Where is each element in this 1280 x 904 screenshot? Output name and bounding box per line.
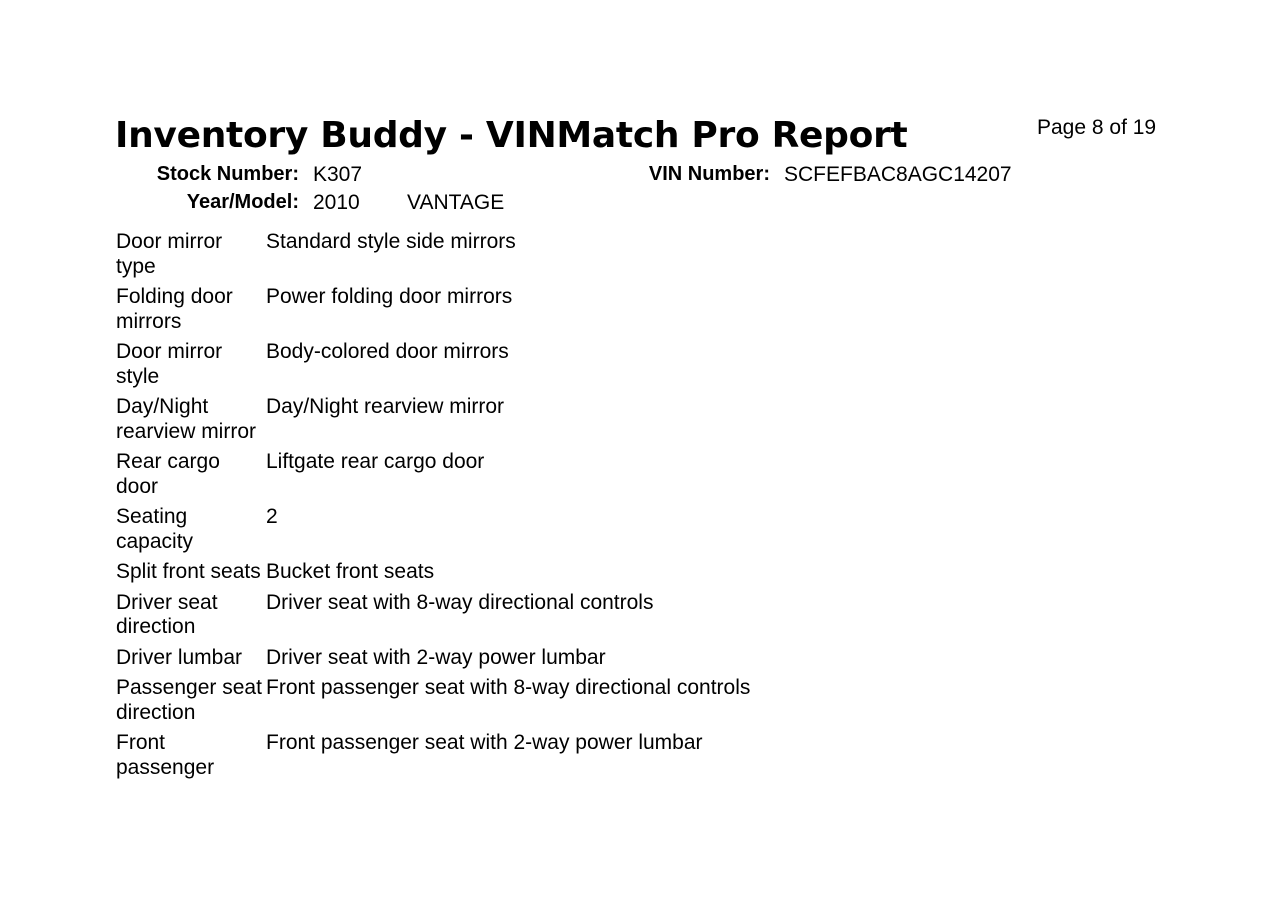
report-title: Inventory Buddy - VINMatch Pro Report [115, 115, 908, 156]
spec-description: Driver seat with 8-way directional controls [266, 590, 654, 614]
table-row [116, 591, 750, 646]
table-row [116, 731, 750, 786]
year-value: 2010 [313, 191, 360, 214]
table-row [116, 676, 750, 731]
spec-description: Driver seat with 2-way power lumbar [266, 645, 606, 669]
spec-description: Standard style side mirrors [266, 230, 516, 253]
table-row [116, 230, 750, 285]
spec-feature: Folding door mirrors [116, 285, 233, 333]
spec-feature: Day/Night rearview mirror [116, 395, 257, 443]
spec-description: Bucket front seats [266, 560, 435, 583]
model-value: VANTAGE [407, 191, 505, 214]
vin-number-label: VIN Number: [648, 163, 770, 185]
table-row [116, 560, 750, 591]
stock-number-value: K307 [313, 163, 363, 186]
table-row [116, 505, 750, 560]
spec-feature: Driver lumbar [116, 645, 243, 669]
spec-feature: Rear cargo door [116, 450, 220, 498]
vin-number-value: SCFEFBAC8AGC14207 [784, 163, 1012, 186]
table-row [116, 340, 750, 395]
spec-feature: Front passenger [116, 731, 215, 779]
specs-table [116, 230, 750, 786]
spec-description: Liftgate rear cargo door [266, 450, 485, 473]
spec-feature: Split front seats [116, 560, 261, 583]
spec-feature: Door mirror type [116, 230, 223, 278]
year-model-label: Year/Model: [186, 191, 299, 213]
spec-feature: Driver seat direction [116, 590, 218, 638]
spec-feature: Seating capacity [116, 505, 194, 553]
spec-description: Front passenger seat with 8-way directional controls [266, 676, 751, 699]
table-row [116, 646, 750, 677]
spec-feature: Passenger seat direction [116, 676, 262, 724]
spec-description: 2 [266, 505, 278, 528]
spec-description: Power folding door mirrors [266, 285, 513, 308]
page-indicator: Page 8 of 19 [1037, 116, 1157, 139]
table-row [116, 395, 750, 450]
table-row [116, 285, 750, 340]
stock-number-label: Stock Number: [156, 163, 299, 185]
spec-description: Day/Night rearview mirror [266, 395, 505, 418]
spec-description: Body-colored door mirrors [266, 340, 509, 363]
spec-feature: Door mirror style [116, 340, 223, 388]
spec-description: Front passenger seat with 2-way power lumbar [266, 731, 703, 754]
table-row [116, 450, 750, 505]
